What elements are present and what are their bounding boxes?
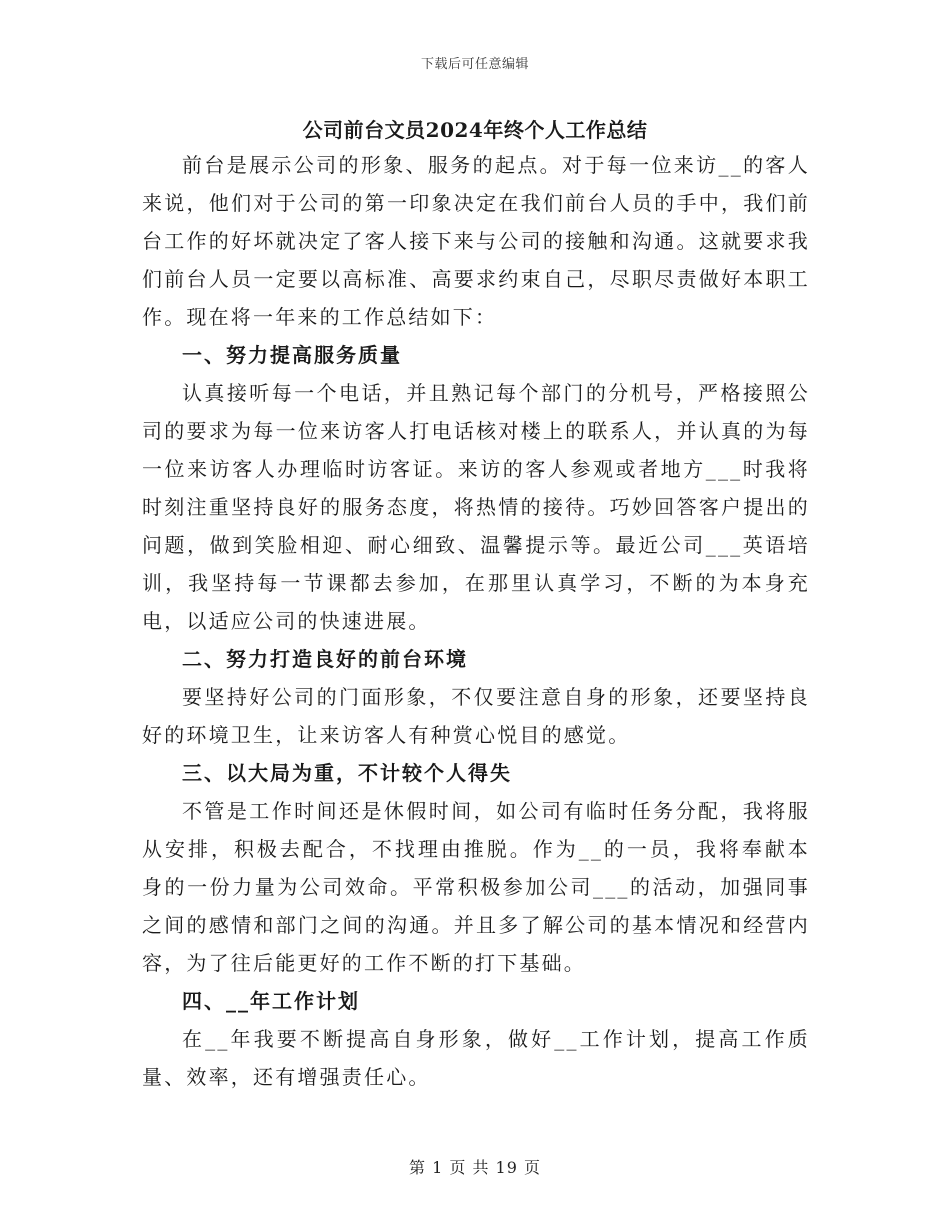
section-body-1: 认真接听每一个电话，并且熟记每个部门的分机号，严格接照公司的要求为每一位来访客人打电话核对楼上的联系人，并认真的为每一位来访客人办理临时访客证。来访的客人参观或者地方___时我将时刻注重坚持良好的服务态度，将热情的接待。巧妙回答客户提出的问题，做到笑脸相迎、耐心细致、温馨提示等。最近公司___英语培训，我坚持每一节课都去参加，在那里认真学习，不断的为本身充电，以适应公司的快速进展。 xyxy=(142,381,810,633)
section-body-2: 要坚持好公司的门面形象，不仅要注意自身的形象，还要坚持良好的环境卫生，让来访客人有种赏心悦目的感觉。 xyxy=(142,685,810,747)
section-heading-3: 三、以大局为重，不计较个人得失 xyxy=(182,761,512,785)
intro-paragraph: 前台是展示公司的形象、服务的起点。对于每一位来访__的客人来说，他们对于公司的第一印象决定在我们前台人员的手中，我们前台工作的好坏就决定了客人接下来与公司的接触和沟通。这就要求我们前台人员一定要以高标准、高要求约束自己，尽职尽责做好本职工作。现在将一年来的工作总结如下： xyxy=(142,153,810,329)
section-heading-1: 一、努力提高服务质量 xyxy=(182,343,402,367)
page-header-note: 下载后可任意编辑 xyxy=(420,57,529,72)
section-body-3: 不管是工作时间还是休假时间，如公司有临时任务分配，我将服从安排，积极去配合，不找理由推脱。作为__的一员，我将奉献本身的一份力量为公司效命。平常积极参加公司___的活动，加强同事之间的感情和部门之间的沟通。并且多了解公司的基本情况和经营内容，为了往后能更好的工作不断的打下基础。 xyxy=(142,799,810,975)
section-heading-4: 四、__年工作计划 xyxy=(182,989,360,1013)
section-body-4: 在__年我要不断提高自身形象，做好__工作计划，提高工作质量、效率，还有增强责任心。 xyxy=(142,1027,810,1089)
document-body xyxy=(142,146,810,1096)
document-title: 公司前台文员2024年终个人工作总结 xyxy=(302,118,648,142)
page-number: 第 1 页 共 19 页 xyxy=(409,1158,541,1177)
section-heading-2: 二、努力打造良好的前台环境 xyxy=(182,647,468,671)
